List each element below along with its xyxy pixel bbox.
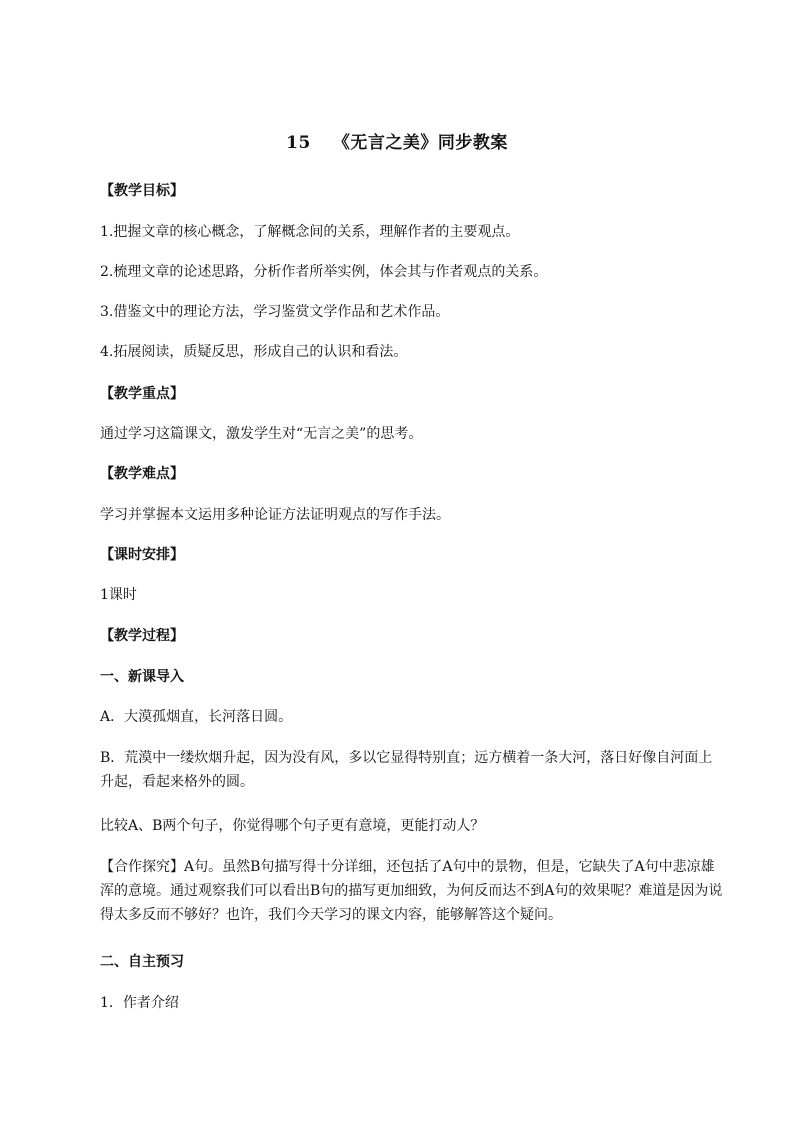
goal-item-4: 4.拓展阅读，质疑反思，形成自己的认识和看法。 <box>100 344 408 360</box>
line-b: B．荒漠中一缕炊烟升起，因为没有风，多以它显得特别直；远方横着一条大河，落日好像自河面上升起，看起来格外的圆。 <box>100 750 713 790</box>
line-a: A．大漠孤烟直，长河落日圆。 <box>100 709 293 725</box>
lesson-title: 《无言之美》同步教案 <box>332 133 508 153</box>
goals-heading: 【教学目标】 <box>100 183 184 199</box>
goal-item-3: 3.借鉴文中的理论方法，学习鉴赏文学作品和艺术作品。 <box>100 304 450 320</box>
lesson-number: 15 <box>286 133 311 153</box>
difficulty-heading: 【教学难点】 <box>100 466 184 482</box>
schedule-heading: 【课时安排】 <box>100 547 184 563</box>
focus-text: 通过学习这篇课文，激发学生对“无言之美”的思考。 <box>100 426 423 442</box>
schedule-text: 1课时 <box>100 587 137 603</box>
difficulty-text: 学习并掌握本文运用多种论证方法证明观点的写作手法。 <box>100 507 450 523</box>
part2-heading: 二、自主预习 <box>100 954 184 970</box>
goal-item-1: 1.把握文章的核心概念，了解概念间的关系，理解作者的主要观点。 <box>100 224 520 240</box>
item1-text: 1．作者介绍 <box>100 995 179 1011</box>
compare-text: 比较A、B两个句子，你觉得哪个句子更有意境，更能打动人？ <box>100 818 485 834</box>
goal-item-2: 2.梳理文章的论述思路，分析作者所举实例，体会其与作者观点的关系。 <box>100 264 548 280</box>
focus-heading: 【教学重点】 <box>100 386 184 402</box>
process-heading: 【教学过程】 <box>100 628 184 644</box>
part1-heading: 一、新课导入 <box>100 669 184 685</box>
inquiry-text: 【合作探究】A句。虽然B句描写得十分详细，还包括了A句中的景物，但是，它缺失了A句中悲凉雄浑的意境。通过观察我们可以看出B句的描写更加细致，为何反而达不到A句的效果呢？难道是因为说得太多反而不够好？也许，我们今天学习的课文内容，能够解答这个疑问。 <box>100 859 723 923</box>
page-title <box>0 128 794 153</box>
